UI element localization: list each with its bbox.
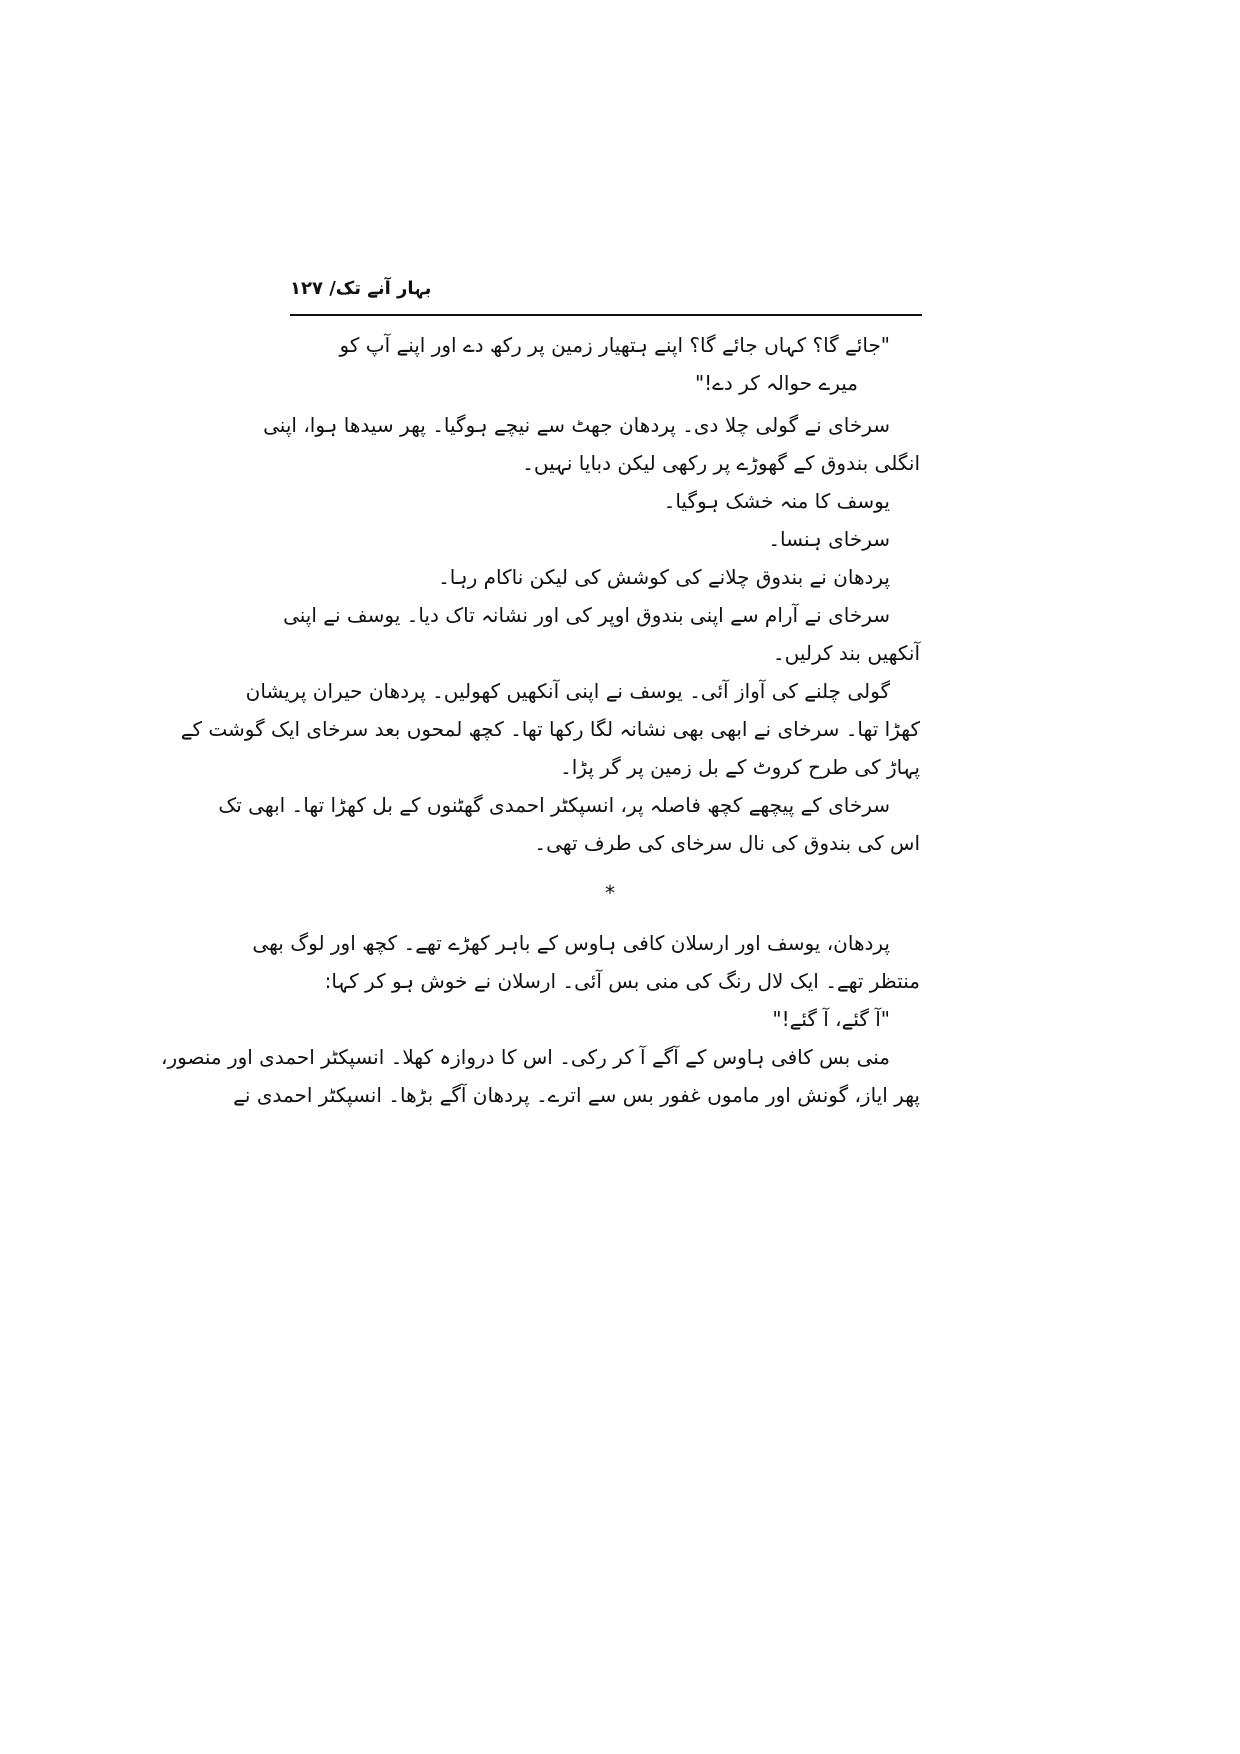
text-line: پردھان، یوسف اور ارسلان کافی ہاوس کے باہر کھڑے تھے۔ کچھ اور لوگ بھی xyxy=(252,931,890,955)
text-line: پہاڑ کی طرح کروٹ کے بل زمین پر گر پڑا۔ xyxy=(560,755,920,779)
header-rule xyxy=(290,314,922,316)
section-separator: * xyxy=(605,881,615,905)
text-line: پھر ایاز، گونش اور ماموں غفور بس سے اترے۔ پردھان آگے بڑھا۔ انسپکٹر احمدی نے xyxy=(233,1083,920,1107)
text-line: آنکھیں بند کرلیں۔ xyxy=(772,641,920,665)
text-line: اس کی بندوق کی نال سرخای کی طرف تھی۔ xyxy=(534,831,920,855)
text-line: میرے حوالہ کر دے!" xyxy=(694,371,858,395)
text-line: "جائے گا؟ کہاں جائے گا؟ اپنے ہتھیار زمین پر رکھ دے اور اپنے آپ کو xyxy=(339,333,890,357)
text-line: سرخای نے آرام سے اپنی بندوق اوپر کی اور نشانہ تاک دیا۔ یوسف نے اپنی xyxy=(283,603,890,627)
story-text xyxy=(161,326,920,1114)
text-line: سرخای ہنسا۔ xyxy=(768,527,890,551)
text-line: سرخای نے گولی چلا دی۔ پردھان جھٹ سے نیچے ہوگیا۔ پھر سیدھا ہوا، اپنی xyxy=(263,413,890,437)
text-line: کھڑا تھا۔ سرخای نے ابھی بھی نشانہ لگا رکھا تھا۔ کچھ لمحوں بعد سرخای ایک گوشت کے xyxy=(180,717,920,741)
text-line: انگلی بندوق کے گھوڑے پر رکھی لیکن دبایا نہیں۔ xyxy=(522,451,920,475)
text-line: یوسف کا منہ خشک ہوگیا۔ xyxy=(663,489,890,513)
running-title-page-number: بہار آنے تک/ ۱۲۷ xyxy=(290,278,432,299)
text-line: سرخای کے پیچھے کچھ فاصلہ پر، انسپکٹر احمدی گھٹنوں کے بل کھڑا تھا۔ ابھی تک xyxy=(218,793,890,817)
running-head xyxy=(290,276,922,312)
text-line: "آ گئے، آ گئے!" xyxy=(772,1007,890,1031)
text-line: گولی چلنے کی آواز آئی۔ یوسف نے اپنی آنکھیں کھولیں۔ پردھان حیران پریشان xyxy=(245,679,890,703)
text-line: منی بس کافی ہاوس کے آگے آ کر رکی۔ اس کا دروازہ کھلا۔ انسپکٹر احمدی اور منصور، xyxy=(161,1045,890,1069)
text-line: پردھان نے بندوق چلانے کی کوشش کی لیکن ناکام رہا۔ xyxy=(438,565,890,589)
text-line: منتظر تھے۔ ایک لال رنگ کی منی بس آئی۔ ارسلان نے خوش ہو کر کہا: xyxy=(324,969,920,993)
